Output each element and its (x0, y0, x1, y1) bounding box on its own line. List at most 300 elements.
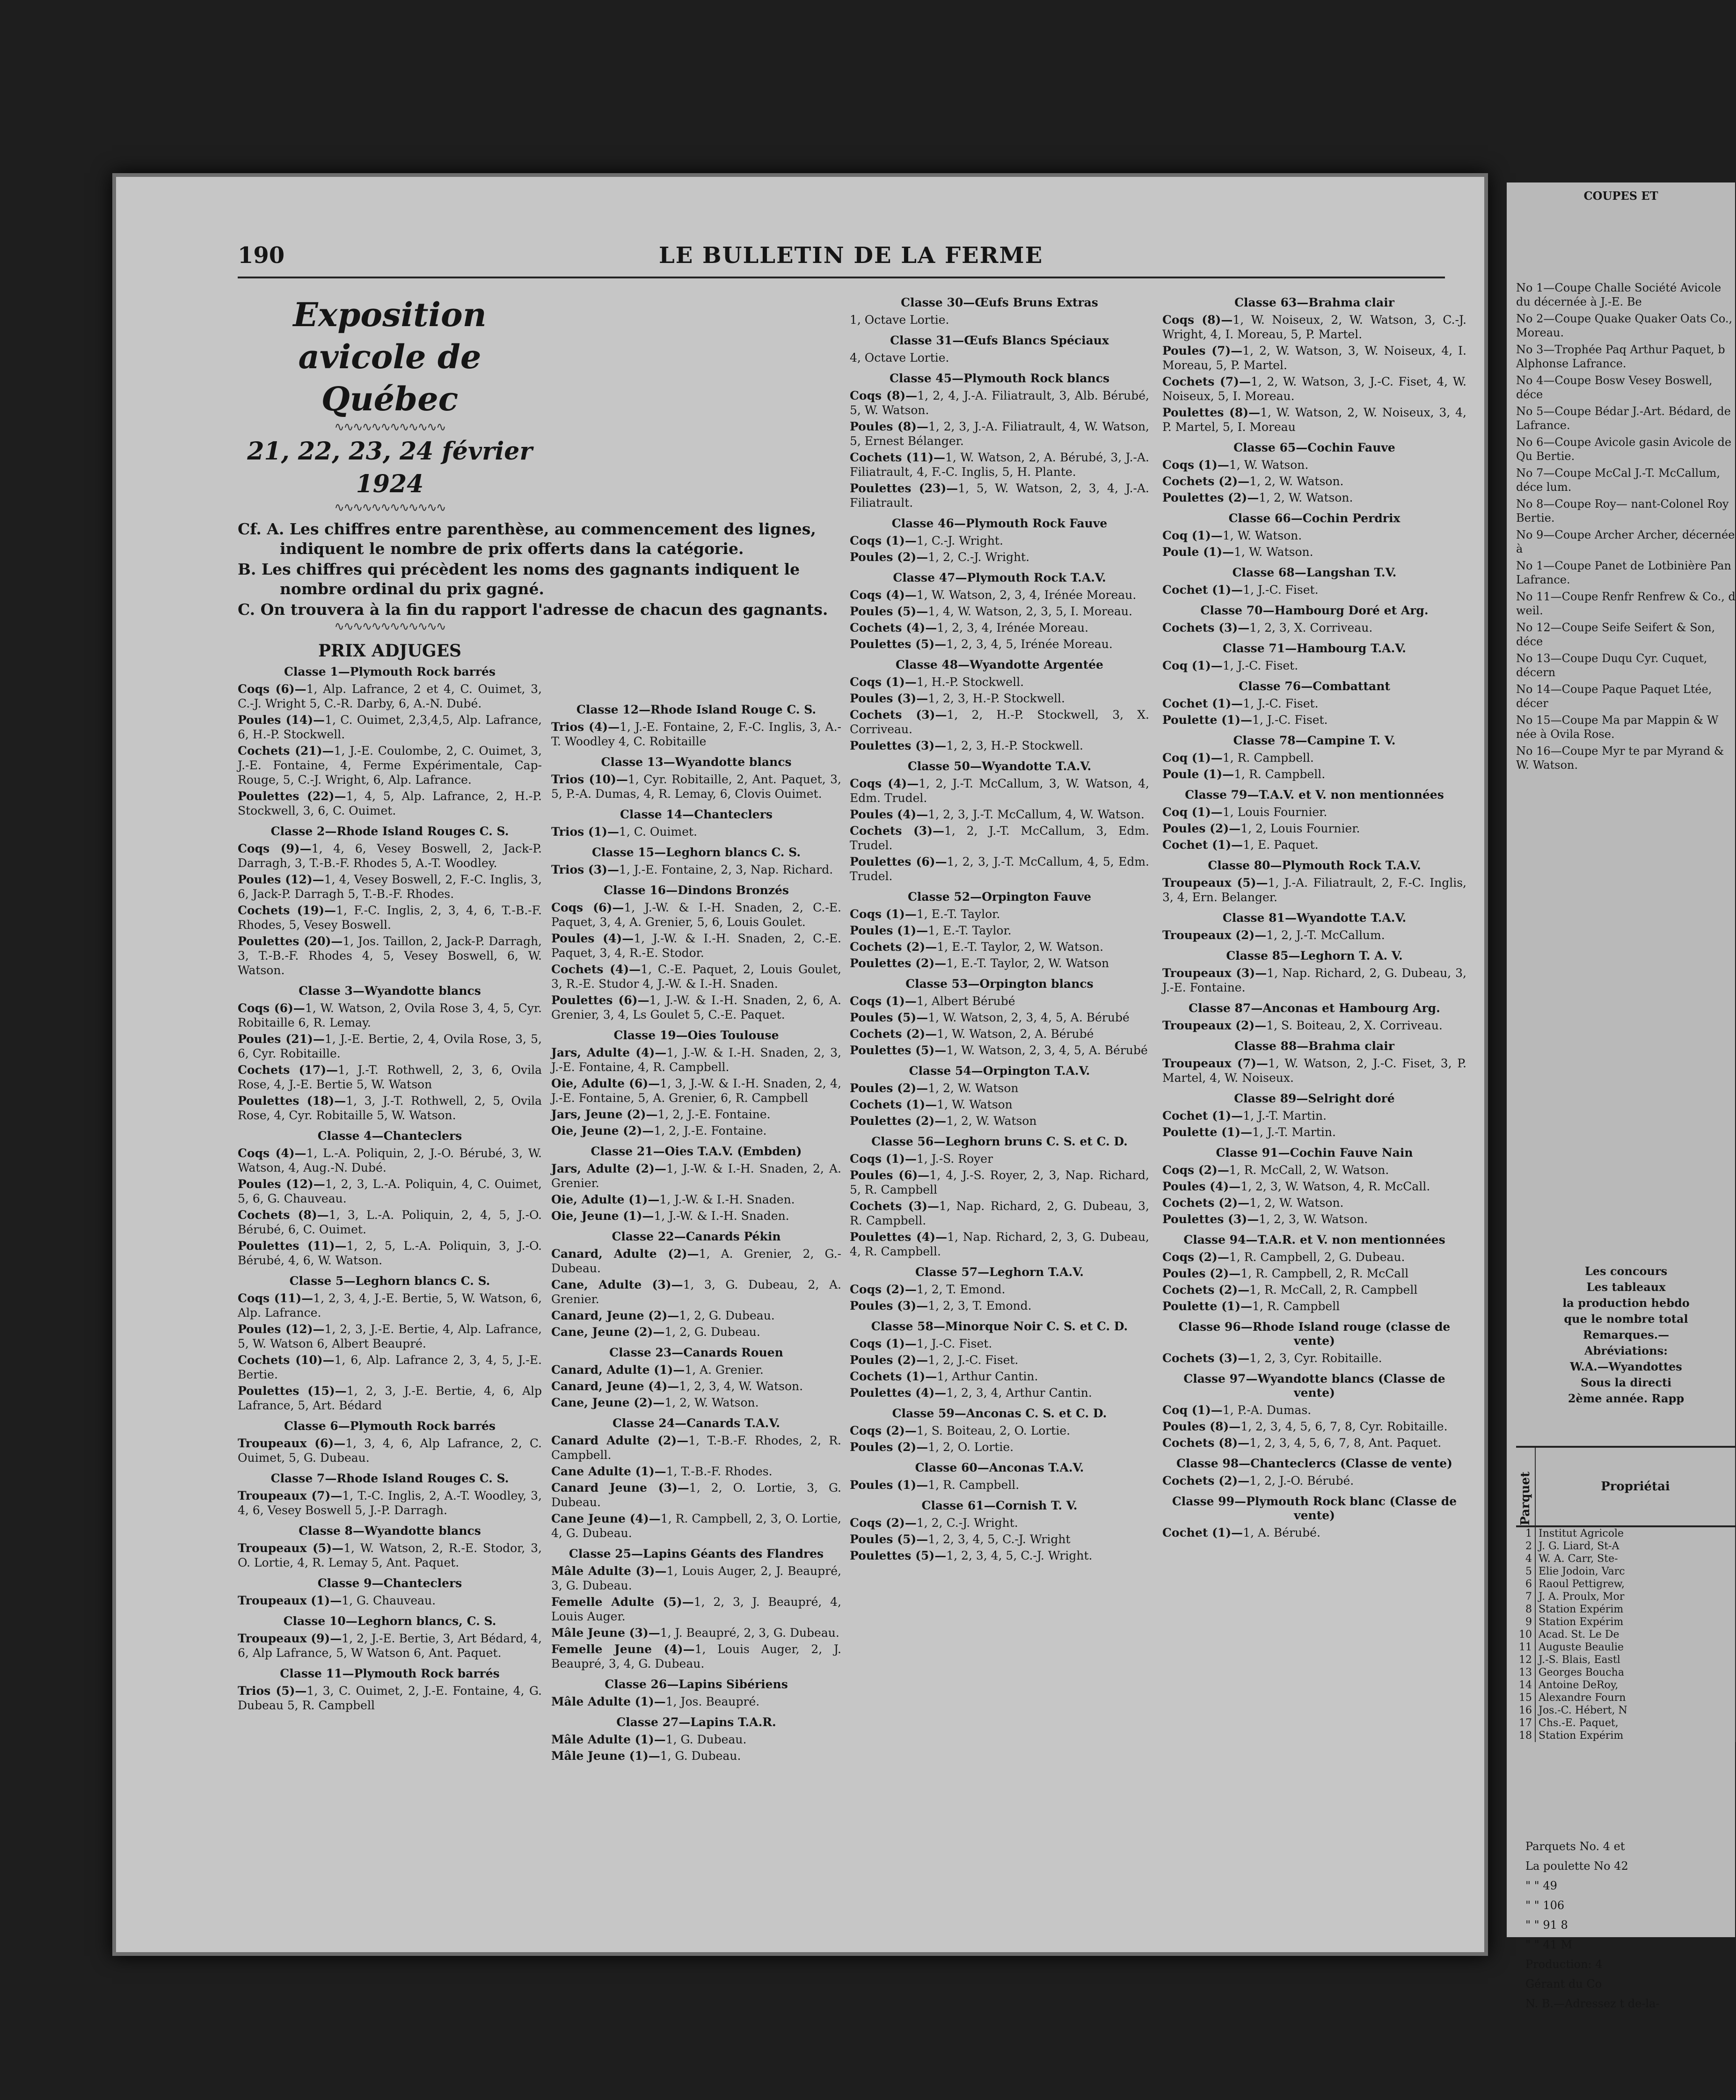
column-1-body (238, 665, 542, 1713)
prize-entry: Poulettes (3)—1, 2, 3, W. Watson. (1162, 1212, 1368, 1226)
parquet-number: 5 (1516, 1565, 1535, 1578)
prize-entry: Cochets (2)—1, 2, W. Watson. (1162, 1196, 1344, 1210)
prize-entry: Poules (2)—1, 2, Louis Fournier. (1162, 822, 1360, 835)
prize-entry: Coqs (1)—1, W. Watson. (1162, 458, 1309, 472)
owner-name: Alexandre Fourn (1535, 1692, 1736, 1704)
parquet-number: 14 (1516, 1679, 1535, 1692)
prize-entry: Poulettes (6)—1, J.-W. & I.-H. Snaden, 2, 6, A. Grenier, 3, 4, Ls Goulet 5, C.-E. Paquet. (551, 993, 841, 1021)
table-row (1516, 1729, 1736, 1742)
class-heading: Classe 99—Plymouth Rock blanc (Classe de vente) (1172, 1495, 1457, 1522)
prize-entry: Troupeaux (7)—1, T.-C. Inglis, 2, A.-T. Woodley, 3, 4, 6, Vesey Boswell 5, J.-P. Darragh. (238, 1489, 542, 1517)
prize-entry: Canard, Adulte (2)—1, A. Grenier, 2, G.-Dubeau. (551, 1247, 841, 1275)
class-heading: Classe 89—Selright doré (1234, 1092, 1395, 1105)
table-row (1516, 1616, 1736, 1628)
cup-entry: No 5—Coupe Bédar J.-Art. Bédard, de Lafrance. (1516, 405, 1731, 432)
concours-line: Sous la directi (1580, 1376, 1672, 1389)
prize-entry: Poulettes (11)—1, 2, 5, L.-A. Poliquin, 3, J.-O. Bérubé, 4, 6, W. Watson. (238, 1239, 542, 1267)
prize-entry: Coqs (1)—1, H.-P. Stockwell. (850, 675, 1024, 689)
prize-entry: Troupeaux (5)—1, J.-A. Filiatrault, 2, F.-C. Inglis, 3, 4, Ern. Belanger. (1162, 876, 1466, 904)
parquet-number: 1 (1516, 1526, 1535, 1540)
parquet-number: 10 (1516, 1628, 1535, 1641)
prize-entry: Cane, Adulte (3)—1, 3, G. Dubeau, 2, A. Grenier. (551, 1278, 841, 1306)
parquet-number: 4 (1516, 1553, 1535, 1565)
prize-entry: Femelle Jeune (4)—1, Louis Auger, 2, J. Beaupré, 3, 4, G. Dubeau. (551, 1642, 841, 1670)
prize-entry: Cochet (1)—1, A. Bérubé. (1162, 1526, 1320, 1539)
class-heading: Classe 97—Wyandotte blancs (Classe de vente) (1183, 1372, 1445, 1400)
class-heading: Classe 94—T.A.R. et V. non mentionnées (1183, 1233, 1445, 1247)
prize-entry: Cochets (21)—1, J.-E. Coulombe, 2, C. Ouimet, 3, J.-E. Fontaine, 4, Ferme Expérimentale, Cap-Rouge, 5, C.-J. Wright, 6, Alp. Lafrance. (238, 744, 542, 787)
prize-entry: Troupeaux (3)—1, Nap. Richard, 2, G. Dubeau, 3, J.-E. Fontaine. (1162, 966, 1466, 994)
class-heading: Classe 1—Plymouth Rock barrés (284, 665, 496, 678)
cup-entry: No 7—Coupe McCal J.-T. McCallum, déce lum. (1516, 467, 1721, 494)
class-heading: Classe 54—Orpington T.A.V. (909, 1064, 1090, 1078)
prize-entry: Cochets (2)—1, 2, J.-O. Bérubé. (1162, 1474, 1354, 1488)
ornament-rule: ∿∿∿∿∿∿∿∿∿∿∿∿ (334, 501, 445, 515)
bottom-line: " " 106 (1525, 1899, 1565, 1912)
owner-name: Acad. St. Le De (1535, 1628, 1736, 1641)
prize-entry: Poulettes (6)—1, 2, 3, J.-T. McCallum, 4, 5, Edm. Trudel. (850, 855, 1149, 883)
class-heading: Classe 6—Plymouth Rock barrés (284, 1419, 496, 1433)
prize-entry: Cochet (1)—1, E. Paquet. (1162, 838, 1319, 852)
prize-entry: Poules (5)—1, 4, W. Watson, 2, 3, 5, I. Moreau. (850, 605, 1132, 618)
owner-name: Auguste Beaulie (1535, 1641, 1736, 1654)
cup-entry: No 8—Coupe Roy— nant-Colonel Roy Bertie. (1516, 497, 1729, 525)
table-row (1516, 1540, 1736, 1553)
prize-entry: Coq (1)—1, J.-C. Fiset. (1162, 659, 1298, 672)
page-header (238, 242, 1445, 275)
class-heading: Classe 5—Leghorn blancs C. S. (289, 1274, 490, 1288)
article-dates: 21, 22, 23, 24 février 1924 (247, 437, 532, 498)
class-heading: Classe 65—Cochin Fauve (1233, 441, 1395, 454)
concours-line: W.A.—Wyandottes (1570, 1360, 1682, 1373)
parquet-number: 16 (1516, 1704, 1535, 1717)
bottom-line: N. B.—Adressez t de-la- (1525, 1997, 1660, 2010)
prize-entry: Coq (1)—1, P.-A. Dumas. (1162, 1403, 1312, 1417)
owner-name: J. A. Proulx, Mor (1535, 1590, 1736, 1603)
owner-name: W. A. Carr, Ste- (1535, 1553, 1736, 1565)
bottom-line: La poulette No 42 (1525, 1859, 1628, 1873)
class-heading: Classe 66—Cochin Perdrix (1228, 511, 1400, 525)
class-heading: Classe 46—Plymouth Rock Fauve (891, 517, 1108, 530)
prize-entry: Poulettes (3)—1, 2, 3, H.-P. Stockwell. (850, 739, 1083, 752)
class-heading: Classe 48—Wyandotte Argentée (896, 658, 1103, 671)
concours-line: Abréviations: (1584, 1344, 1668, 1357)
prize-entry: Cochets (19)—1, F.-C. Inglis, 2, 3, 4, 6, T.-B.-F. Rhodes, 5, Vesey Boswell. (238, 904, 542, 932)
prize-entry: Poules (6)—1, 4, J.-S. Royer, 2, 3, Nap. Richard, 5, R. Campbell (850, 1168, 1149, 1196)
class-heading: Classe 98—Chanteclercs (Classe de vente) (1176, 1457, 1452, 1470)
prize-entry: Trios (3)—1, J.-E. Fontaine, 2, 3, Nap. Richard. (551, 863, 833, 876)
prize-entry: Poules (5)—1, 2, 3, 4, 5, C.-J. Wright (850, 1532, 1071, 1546)
prize-entry: Troupeaux (1)—1, G. Chauveau. (238, 1594, 436, 1607)
prize-entry: Poulettes (2)—1, 2, W. Watson. (1162, 491, 1353, 504)
prize-entry: Cochets (2)—1, W. Watson, 2, A. Bérubé (850, 1027, 1094, 1041)
class-heading: Classe 26—Lapins Sibériens (605, 1677, 788, 1691)
class-heading: Classe 59—Anconas C. S. et C. D. (892, 1407, 1107, 1420)
prize-entry: Poulettes (5)—1, 2, 3, 4, 5, C.-J. Wright. (850, 1549, 1093, 1562)
concours-line: 2ème année. Rapp (1568, 1392, 1685, 1405)
prize-entry: Poules (2)—1, 2, O. Lortie. (850, 1440, 1014, 1454)
prize-entry: Coq (1)—1, R. Campbell. (1162, 751, 1314, 765)
class-heading: Classe 81—Wyandotte T.A.V. (1222, 911, 1407, 925)
note-a: Cf. A. Les chiffres entre parenthèse, au commencement des lignes, indiquent le nombre de prix offerts dans la catégorie. (238, 520, 816, 558)
prize-entry: Cochets (4)—1, C.-E. Paquet, 2, Louis Goulet, 3, R.-E. Studor 4, J.-W. & I.-H. Snaden. (551, 962, 841, 991)
prize-entry: Cochet (1)—1, J.-C. Fiset. (1162, 583, 1319, 597)
class-heading: Classe 19—Oies Toulouse (613, 1028, 779, 1042)
prize-entry: Poulettes (2)—1, E.-T. Taylor, 2, W. Watson (850, 956, 1109, 970)
class-heading: Classe 14—Chanteclers (620, 808, 773, 821)
prize-entry: Troupeaux (5)—1, W. Watson, 2, R.-E. Stodor, 3, O. Lortie, 4, R. Lemay 5, Ant. Paquet. (238, 1541, 542, 1569)
table-row (1516, 1565, 1736, 1578)
parquet-number: 7 (1516, 1590, 1535, 1603)
prize-entry: Troupeaux (9)—1, 2, J.-E. Bertie, 3, Art Bédard, 4, 6, Alp Lafrance, 5, W Watson 6, Ant. Paquet. (238, 1632, 542, 1660)
owner-name: Antoine DeRoy, (1535, 1679, 1736, 1692)
prize-entry: Poulettes (2)—1, 2, W. Watson (850, 1114, 1037, 1128)
parquet-number: 18 (1516, 1729, 1535, 1742)
prize-entry: Trios (1)—1, C. Ouimet. (551, 825, 697, 839)
prize-entry: Poule (1)—1, W. Watson. (1162, 545, 1313, 559)
owner-name: Station Expérim (1535, 1729, 1736, 1742)
prize-entry: Oie, Jeune (2)—1, 2, J.-E. Fontaine. (551, 1124, 767, 1138)
owner-name: Chs.-E. Paquet, (1535, 1717, 1736, 1729)
prize-entry: Mâle Adulte (1)—1, Jos. Beaupré. (551, 1695, 760, 1708)
owner-name: Georges Boucha (1535, 1666, 1736, 1679)
prize-entry: Troupeaux (7)—1, W. Watson, 2, J.-C. Fiset, 3, P. Martel, 4, W. Noiseux. (1162, 1057, 1466, 1085)
prize-entry: Cochets (1)—1, W. Watson (850, 1098, 1013, 1111)
prize-entry: Poulettes (20)—1, Jos. Taillon, 2, Jack-P. Darragh, 3, T.-B.-F. Rhodes 4, 5, Vesey Boswell, 6, W. Watson. (238, 934, 542, 977)
prize-entry: Poulettes (15)—1, 2, 3, J.-E. Bertie, 4, 6, Alp Lafrance, 5, Art. Bédard (238, 1384, 542, 1412)
prize-entry: Cochets (4)—1, 2, 3, 4, Irénée Moreau. (850, 621, 1089, 634)
prize-entry: Poules (2)—1, 2, J.-C. Fiset. (850, 1353, 1019, 1367)
prize-entry: Cane, Jeune (2)—1, 2, W. Watson. (551, 1396, 759, 1409)
note-b: B. Les chiffres qui précèdent les noms des gagnants indiquent le nombre ordinal du prix gagné. (238, 560, 800, 598)
cup-entry: No 14—Coupe Paque Paquet Ltée, décer (1516, 683, 1712, 710)
prize-entry: Canard Adulte (2)—1, T.-B.-F. Rhodes, 2, R. Campbell. (551, 1434, 841, 1462)
cup-entry: No 12—Coupe Seife Seifert & Son, déce (1516, 621, 1715, 648)
prize-entry: Poules (4)—1, 2, 3, J.-T. McCallum, 4, W. Watson. (850, 808, 1145, 821)
prize-entry: Coqs (8)—1, W. Noiseux, 2, W. Watson, 3, C.-J. Wright, 4, I. Moreau, 5, P. Martel. (1162, 313, 1466, 341)
prize-entry: Cochets (7)—1, 2, W. Watson, 3, J.-C. Fiset, 4, W. Noiseux, 5, I. Moreau. (1162, 375, 1466, 403)
class-heading: Classe 78—Campine T. V. (1233, 734, 1396, 747)
prize-entry: Jars, Adulte (2)—1, J.-W. & I.-H. Snaden, 2, A. Grenier. (551, 1162, 841, 1190)
prize-entry: Coqs (2)—1, S. Boiteau, 2, O. Lortie. (850, 1424, 1071, 1437)
prize-entry: Cane Adulte (1)—1, T.-B.-F. Rhodes. (551, 1465, 773, 1478)
left-page (112, 173, 1488, 1956)
cups-list (1516, 281, 1736, 775)
right-page-bottom (1525, 1839, 1731, 2016)
parquet-number: 15 (1516, 1692, 1535, 1704)
prize-entry: Poules (21)—1, J.-E. Bertie, 2, 4, Ovila Rose, 3, 5, 6, Cyr. Robitaille. (238, 1032, 542, 1060)
table-row (1516, 1526, 1736, 1540)
bottom-line: " " 49 (1525, 1879, 1557, 1892)
class-heading: Classe 13—Wyandotte blancs (601, 755, 792, 769)
prize-entry: Troupeaux (2)—1, S. Boiteau, 2, X. Corriveau. (1162, 1019, 1443, 1032)
prize-entry: Poulettes (4)—1, Nap. Richard, 2, 3, G. Dubeau, 4, R. Campbell. (850, 1230, 1149, 1258)
header-rule (238, 277, 1445, 278)
prize-entry: Poulettes (22)—1, 4, 5, Alp. Lafrance, 2, H.-P. Stockwell, 3, 6, C. Ouimet. (238, 789, 542, 817)
journal-title: LE BULLETIN DE LA FERME (659, 242, 1043, 269)
prize-entry: Cochets (2)—1, 2, W. Watson. (1162, 474, 1344, 488)
class-heading: Classe 22—Canards Pékin (612, 1230, 781, 1243)
table-row (1516, 1641, 1736, 1654)
prize-entry: Poules (3)—1, 2, 3, T. Emond. (850, 1299, 1032, 1312)
prize-entry: Troupeaux (2)—1, 2, J.-T. McCallum. (1162, 928, 1385, 942)
owner-name: Jos.-C. Hébert, N (1535, 1704, 1736, 1717)
prize-entry: Mâle Jeune (1)—1, G. Dubeau. (551, 1749, 741, 1763)
prize-entry: Cochet (1)—1, J.-T. Martin. (1162, 1109, 1327, 1123)
prize-entry: Coq (1)—1, W. Watson. (1162, 529, 1302, 542)
owner-header: Propriétai (1535, 1447, 1736, 1526)
prize-entry: Oie, Jeune (1)—1, J.-W. & I.-H. Snaden. (551, 1209, 789, 1223)
page-number: 190 (238, 242, 285, 269)
class-heading: Classe 63—Brahma clair (1234, 296, 1394, 309)
prize-entry: Cochet (1)—1, J.-C. Fiset. (1162, 697, 1319, 710)
notes (238, 519, 841, 620)
prize-entry: Cochets (3)—1, 2, J.-T. McCallum, 3, Edm. Trudel. (850, 824, 1149, 852)
table-row (1516, 1692, 1736, 1704)
prize-entry: Cochets (8)—1, 3, L.-A. Poliquin, 2, 4, 5, J.-O. Bérubé, 6, C. Ouimet. (238, 1208, 542, 1236)
class-heading: Classe 12—Rhode Island Rouge C. S. (576, 703, 817, 716)
prize-entry: Coqs (1)—1, E.-T. Taylor. (850, 907, 1000, 921)
note-c: C. On trouvera à la fin du rapport l'adresse de chacun des gagnants. (238, 600, 828, 619)
class-heading: Classe 3—Wyandotte blancs (299, 984, 481, 998)
table-header-row (1516, 1447, 1736, 1526)
prize-entry: Poules (8)—1, 2, 3, J.-A. Filiatrault, 4, W. Watson, 5, Ernest Bélanger. (850, 420, 1149, 448)
prize-entry: Canard Jeune (3)—1, 2, O. Lortie, 3, G. Dubeau. (551, 1481, 842, 1509)
prize-entry: Coqs (2)—1, 2, T. Emond. (850, 1283, 1006, 1296)
ornament-rule: ∿∿∿∿∿∿∿∿∿∿∿∿ (334, 420, 445, 434)
class-heading: Classe 15—Leghorn blancs C. S. (591, 846, 801, 859)
class-heading: Classe 85—Leghorn T. A. V. (1226, 949, 1403, 962)
table-row (1516, 1666, 1736, 1679)
class-heading: Classe 50—Wyandotte T.A.V. (907, 759, 1092, 773)
parquet-number: 6 (1516, 1578, 1535, 1590)
class-heading: Classe 47—Plymouth Rock T.A.V. (893, 571, 1106, 584)
prize-entry: Oie, Adulte (6)—1, 3, J.-W. & I.-H. Snaden, 2, 4, J.-E. Fontaine, 5, A. Grenier, 6, R. Campbell (551, 1077, 841, 1105)
prize-entry: Mâle Adulte (1)—1, G. Dubeau. (551, 1733, 747, 1746)
cup-entry: No 1—Coupe Challe Société Avicole du décernée à J.-E. Be (1516, 281, 1721, 308)
prize-entry: Poules (3)—1, 2, 3, H.-P. Stockwell. (850, 692, 1065, 705)
table-row (1516, 1704, 1736, 1717)
parquet-number: 2 (1516, 1540, 1535, 1553)
prize-entry: Trios (5)—1, 3, C. Ouimet, 2, J.-E. Fontaine, 4, G. Dubeau 5, R. Campbell (238, 1684, 542, 1712)
class-heading: Classe 31—Œufs Blancs Spéciaux (890, 334, 1109, 347)
table-row (1516, 1628, 1736, 1641)
concours-line: Les concours (1584, 1264, 1668, 1278)
prize-entry: Poules (14)—1, C. Ouimet, 2,3,4,5, Alp. Lafrance, 6, H.-P. Stockwell. (238, 713, 542, 741)
prize-entry: Cane Jeune (4)—1, R. Campbell, 2, 3, O. Lortie, 4, G. Dubeau. (551, 1512, 841, 1540)
prize-entry: Poulettes (5)—1, 2, 3, 4, 5, Irénée Moreau. (850, 637, 1113, 651)
prize-entry: Canard, Adulte (1)—1, A. Grenier. (551, 1363, 764, 1377)
prize-entry: Cochets (1)—1, Arthur Cantin. (850, 1370, 1038, 1383)
prize-entry: Cochets (8)—1, 2, 3, 4, 5, 6, 7, 8, Ant. Paquet. (1162, 1436, 1442, 1450)
class-heading: Classe 61—Cornish T. V. (921, 1499, 1078, 1512)
concours-line: Remarques.— (1583, 1328, 1670, 1342)
cup-entry: No 6—Coupe Avicole gasin Avicole de Qu Bertie. (1516, 436, 1732, 463)
prize-entry: Cochets (3)—1, 2, H.-P. Stockwell, 3, X. Corriveau. (850, 708, 1149, 736)
class-heading: Classe 68—Langshan T.V. (1232, 566, 1397, 579)
prize-entry: 1, Octave Lortie. (850, 313, 949, 327)
column-4-body (1162, 296, 1466, 1540)
cup-entry: No 11—Coupe Renfr Renfrew & Co., d weil. (1516, 590, 1736, 617)
table-row (1516, 1578, 1736, 1590)
class-heading: Classe 27—Lapins T.A.R. (616, 1715, 776, 1729)
bottom-line: " " 41 M (1525, 1938, 1573, 1951)
article-title: Exposition avicole de Québec (293, 295, 487, 418)
prize-entry: Poulette (1)—1, R. Campbell (1162, 1299, 1340, 1313)
section-heading: PRIX ADJUGES (318, 641, 462, 661)
owner-name: Institut Agricole (1535, 1526, 1736, 1540)
class-heading: Classe 45—Plymouth Rock blancs (889, 372, 1110, 385)
prize-entry: Mâle Adulte (3)—1, Louis Auger, 2, J. Beaupré, 3, G. Dubeau. (551, 1564, 841, 1592)
cup-entry: No 16—Coupe Myr te par Myrand & W. Watson. (1516, 744, 1724, 772)
class-heading: Classe 57—Leghorn T.A.V. (915, 1265, 1084, 1279)
class-heading: Classe 9—Chanteclers (317, 1576, 462, 1590)
owner-name: J.-S. Blais, Eastl (1535, 1654, 1736, 1666)
class-heading: Classe 2—Rhode Island Rouges C. S. (270, 824, 509, 838)
prize-entry: Cochets (2)—1, E.-T. Taylor, 2, W. Watson. (850, 940, 1104, 954)
column-2-body (551, 703, 841, 1763)
column-4 (1162, 289, 1466, 1542)
class-heading: Classe 87—Anconas et Hambourg Arg. (1189, 1001, 1440, 1015)
owner-name: Raoul Pettigrew, (1535, 1578, 1736, 1590)
parquet-number: 13 (1516, 1666, 1535, 1679)
column-2 (551, 696, 841, 1765)
concours-line: que le nombre total (1564, 1312, 1688, 1326)
prize-entry: Poules (4)—1, 2, 3, W. Watson, 4, R. McCall. (1162, 1180, 1430, 1193)
prize-entry: Coqs (8)—1, 2, 4, J.-A. Filiatrault, 3, Alb. Bérubé, 5, W. Watson. (850, 389, 1149, 417)
prize-entry: Cochets (3)—1, Nap. Richard, 2, G. Dubeau, 3, R. Campbell. (850, 1199, 1149, 1227)
class-heading: Classe 24—Canards T.A.V. (613, 1416, 780, 1430)
owner-name: Station Expérim (1535, 1616, 1736, 1628)
prize-entry: Poulettes (4)—1, 2, 3, 4, Arthur Cantin. (850, 1386, 1092, 1400)
class-heading: Classe 23—Canards Rouen (609, 1346, 783, 1359)
prize-entry: Canard, Jeune (4)—1, 2, 3, 4, W. Watson. (551, 1379, 803, 1393)
parquet-number: 17 (1516, 1717, 1535, 1729)
parquet-number: 9 (1516, 1616, 1535, 1628)
owner-name: Elie Jodoin, Varc (1535, 1565, 1736, 1578)
prize-entry: Poules (1)—1, R. Campbell. (850, 1478, 1020, 1492)
prize-entry: Poule (1)—1, R. Campbell. (1162, 767, 1326, 781)
concours-line: Les tableaux (1586, 1280, 1666, 1294)
table-row (1516, 1553, 1736, 1565)
prize-entry: Coqs (2)—1, R. Campbell, 2, G. Dubeau. (1162, 1250, 1405, 1264)
prize-entry: Canard, Jeune (2)—1, 2, G. Dubeau. (551, 1309, 775, 1322)
class-heading: Classe 96—Rhode Island rouge (classe de vente) (1178, 1320, 1451, 1348)
prize-entry: Poules (4)—1, J.-W. & I.-H. Snaden, 2, C.-E. Paquet, 3, 4, R.-E. Stodor. (551, 932, 841, 960)
class-heading: Classe 91—Cochin Fauve Nain (1216, 1146, 1413, 1159)
prize-entry: Poulette (1)—1, J.-C. Fiset. (1162, 713, 1328, 727)
class-heading: Classe 53—Orpington blancs (905, 977, 1094, 991)
prize-entry: Poules (7)—1, 2, W. Watson, 3, W. Noiseux, 4, I. Moreau, 5, P. Martel. (1162, 344, 1466, 372)
right-page-heading: COUPES ET (1583, 189, 1658, 203)
class-heading: Classe 52—Orpington Fauve (907, 890, 1092, 904)
parquet-table (1516, 1446, 1736, 1742)
prize-entry: Poulettes (18)—1, 3, J.-T. Rothwell, 2, 5, Ovila Rose, 4, Cyr. Robitaille 5, W. Watson. (238, 1094, 542, 1122)
prize-entry: Cochets (3)—1, 2, 3, Cyr. Robitaille. (1162, 1351, 1382, 1365)
prize-entry: Trios (4)—1, J.-E. Fontaine, 2, F.-C. Inglis, 3, A.-T. Woodley 4, C. Robitaille (551, 720, 841, 748)
concours-line: la production hebdo (1562, 1296, 1690, 1310)
cup-entry: No 9—Coupe Archer Archer, décernée à (1516, 528, 1735, 555)
prize-entry: Oie, Adulte (1)—1, J.-W. & I.-H. Snaden. (551, 1193, 795, 1206)
class-heading: Classe 70—Hambourg Doré et Arg. (1200, 604, 1429, 617)
parquet-number: 12 (1516, 1654, 1535, 1666)
prize-entry: Jars, Jeune (2)—1, 2, J.-E. Fontaine. (551, 1108, 771, 1121)
prize-entry: Coqs (1)—1, J.-S. Royer (850, 1152, 993, 1166)
bottom-line: Parquets No. 4 et (1525, 1840, 1625, 1853)
prize-entry: Coqs (6)—1, J.-W. & I.-H. Snaden, 2, C.-E. Paquet, 3, 4, A. Grenier, 5, 6, Louis Goulet. (551, 901, 842, 929)
prize-entry: Coqs (4)—1, 2, J.-T. McCallum, 3, W. Watson, 4, Edm. Trudel. (850, 777, 1149, 805)
class-heading: Classe 60—Anconas T.A.V. (915, 1461, 1084, 1474)
class-heading: Classe 58—Minorque Noir C. S. et C. D. (871, 1320, 1128, 1333)
prize-entry: Poulettes (8)—1, W. Watson, 2, W. Noiseux, 3, 4, P. Martel, 5, I. Moreau (1162, 406, 1466, 434)
prize-entry: Coqs (2)—1, 2, C.-J. Wright. (850, 1516, 1018, 1530)
prize-entry: Poules (1)—1, E.-T. Taylor. (850, 924, 1012, 937)
class-heading: Classe 25—Lapins Géants des Flandres (569, 1547, 824, 1560)
owner-name: J. G. Liard, St-A (1535, 1540, 1736, 1553)
prize-entry: Cochets (3)—1, 2, 3, X. Corriveau. (1162, 621, 1373, 634)
class-heading: Classe 79—T.A.V. et V. non mentionnées (1185, 788, 1444, 802)
prize-entry: Poules (2)—1, 2, W. Watson (850, 1081, 1019, 1095)
prize-entry: Poulettes (5)—1, W. Watson, 2, 3, 4, 5, A. Bérubé (850, 1043, 1148, 1057)
right-page-fragment (1507, 182, 1736, 2010)
parquet-header: Parquet (1516, 1447, 1535, 1526)
prize-entry: Coqs (4)—1, W. Watson, 2, 3, 4, Irénée Moreau. (850, 588, 1137, 602)
prize-entry: Coqs (6)—1, W. Watson, 2, Ovila Rose 3, 4, 5, Cyr. Robitaille 6, R. Lemay. (238, 1001, 542, 1029)
bottom-line: Gérant du Co (1525, 1977, 1602, 1991)
class-heading: Classe 10—Leghorn blancs, C. S. (283, 1614, 496, 1628)
prize-entry: Cane, Jeune (2)—1, 2, G. Dubeau. (551, 1325, 760, 1339)
prize-entry: Coqs (9)—1, 4, 6, Vesey Boswell, 2, Jack-P. Darragh, 3, T.-B.-F. Rhodes 5, A.-T. Woodley. (238, 842, 542, 870)
prize-entry: Jars, Adulte (4)—1, J.-W. & I.-H. Snaden, 2, 3, J.-E. Fontaine, 4, R. Campbell. (551, 1046, 841, 1074)
prize-entry: Poules (2)—1, R. Campbell, 2, R. McCall (1162, 1267, 1409, 1280)
prize-entry: Coqs (1)—1, C.-J. Wright. (850, 534, 1003, 547)
owner-name: Station Expérim (1535, 1603, 1736, 1616)
prize-entry: Cochets (2)—1, R. McCall, 2, R. Campbell (1162, 1283, 1418, 1297)
prize-entry: Coqs (6)—1, Alp. Lafrance, 2 et 4, C. Ouimet, 3, C.-J. Wright 5, C.-R. Darby, 6, A.-N. Dubé. (238, 682, 542, 710)
class-heading: Classe 4—Chanteclers (317, 1129, 462, 1143)
prize-entry: Coqs (2)—1, R. McCall, 2, W. Watson. (1162, 1163, 1389, 1177)
table-row (1516, 1654, 1736, 1666)
class-heading: Classe 56—Leghorn bruns C. S. et C. D. (871, 1135, 1128, 1148)
prize-entry: Cochets (11)—1, W. Watson, 2, A. Bérubé, 3, J.-A. Filiatrault, 4, F.-C. Inglis, 5, H. Plante. (850, 451, 1149, 479)
class-heading: Classe 30—Œufs Bruns Extras (901, 296, 1098, 309)
concours-block (1516, 1263, 1736, 1407)
column-3 (850, 289, 1149, 1565)
class-heading: Classe 71—Hambourg T.A.V. (1222, 642, 1407, 655)
cup-entry: No 3—Trophée Paq Arthur Paquet, b Alphonse Lafrance. (1516, 343, 1725, 370)
cup-entry: No 4—Coupe Bosw Vesey Boswell, déce (1516, 374, 1713, 401)
table-row (1516, 1590, 1736, 1603)
column-3-body (850, 296, 1149, 1563)
parquet-number: 11 (1516, 1641, 1535, 1654)
table-row (1516, 1603, 1736, 1616)
class-heading: Classe 88—Brahma clair (1234, 1039, 1394, 1053)
class-heading: Classe 21—Oies T.A.V. (Embden) (591, 1145, 802, 1158)
prize-entry: Troupeaux (6)—1, 3, 4, 6, Alp Lafrance, 2, C. Ouimet, 5, G. Dubeau. (238, 1436, 542, 1465)
cup-entry: No 2—Coupe Quake Quaker Oats Co., Moreau. (1516, 312, 1733, 339)
prize-entry: Coq (1)—1, Louis Fournier. (1162, 805, 1328, 819)
prize-entry: Trios (10)—1, Cyr. Robitaille, 2, Ant. Paquet, 3, 5, P.-A. Dumas, 4, R. Lemay, 6, Clovis Ouimet. (551, 773, 841, 801)
prize-entry: Cochets (17)—1, J.-T. Rothwell, 2, 3, 6, Ovila Rose, 4, J.-E. Bertie 5, W. Watson (238, 1063, 542, 1091)
table-row (1516, 1679, 1736, 1692)
prize-entry: Poules (2)—1, 2, C.-J. Wright. (850, 550, 1030, 564)
prize-entry: Poulettes (23)—1, 5, W. Watson, 2, 3, 4, J.-A. Filiatrault. (850, 481, 1149, 510)
class-heading: Classe 11—Plymouth Rock barrés (280, 1667, 500, 1680)
prize-entry: Poules (8)—1, 2, 3, 4, 5, 6, 7, 8, Cyr. Robitaille. (1162, 1420, 1448, 1433)
cup-entry: No 13—Coupe Duqu Cyr. Cuquet, décern (1516, 652, 1707, 679)
prize-entry: Poules (12)—1, 2, 3, J.-E. Bertie, 4, Alp. Lafrance, 5, W. Watson 6, Albert Beaupré. (238, 1322, 542, 1350)
class-heading: Classe 7—Rhode Island Rouges C. S. (270, 1472, 509, 1485)
